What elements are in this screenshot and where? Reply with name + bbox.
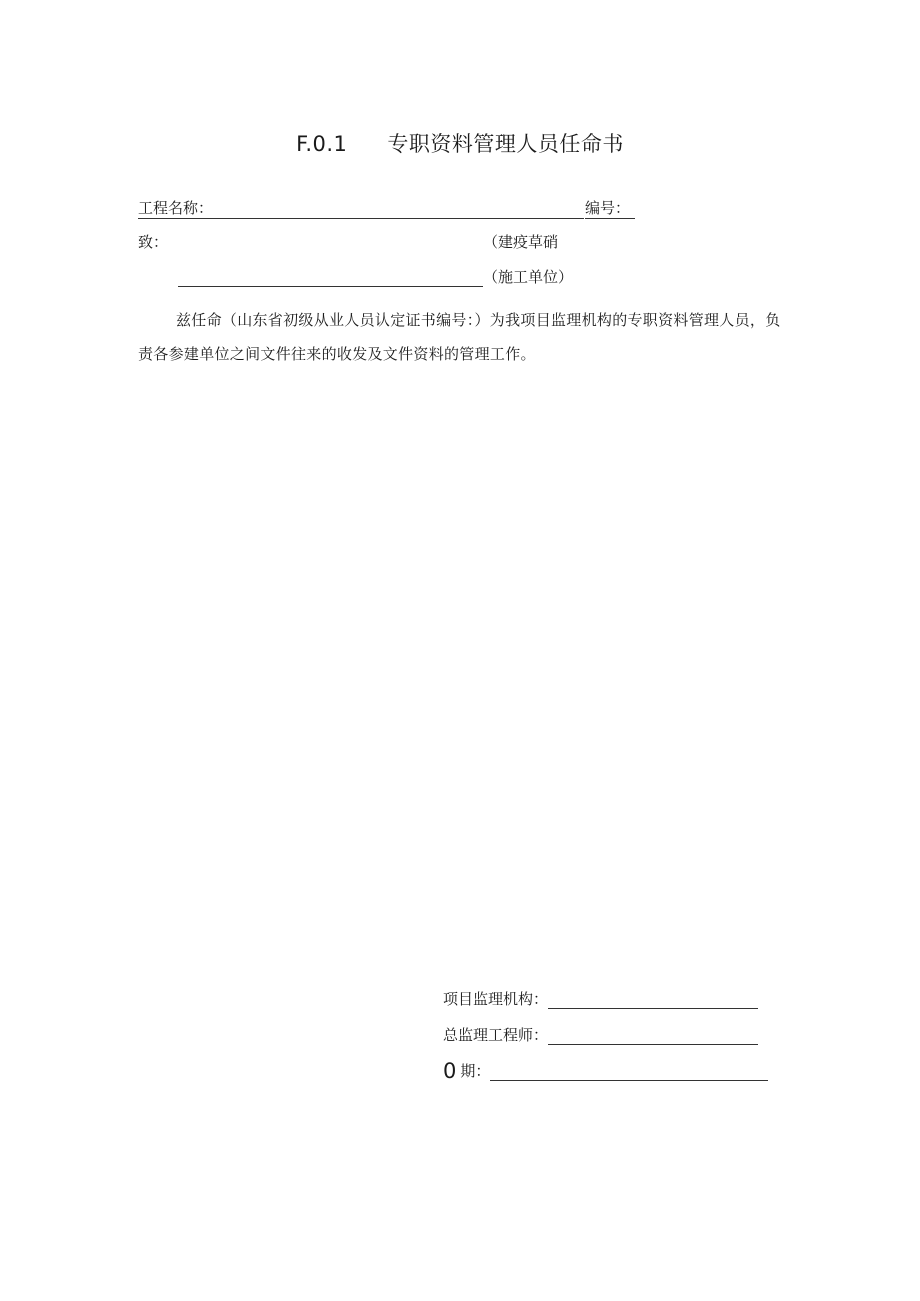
date-prefix: 0	[443, 1059, 457, 1083]
title-number: F.0.1	[296, 132, 348, 156]
construction-unit-row	[178, 266, 573, 287]
construction-unit-field[interactable]	[178, 266, 483, 287]
date-row	[443, 1060, 768, 1081]
engineer-field[interactable]	[548, 1024, 758, 1045]
appointment-paragraph: 兹任命（山东省初级从业人员认定证书编号：）为我项目监理机构的专职资料管理人员，负责各参建单位之间文件往来的收发及文件资料的管理工作。	[138, 311, 781, 363]
date-field[interactable]	[490, 1060, 768, 1081]
owner-unit-label: （建疫草硝	[483, 233, 559, 251]
engineer-row	[443, 1024, 758, 1045]
serial-label: 编号：	[585, 199, 631, 217]
org-field[interactable]	[548, 988, 758, 1009]
project-name-field[interactable]	[138, 198, 584, 219]
project-name-label: 工程名称：	[138, 199, 214, 217]
date-label: 期：	[460, 1062, 491, 1080]
project-name-row	[138, 198, 584, 219]
construction-unit-label: （施工单位）	[483, 268, 574, 286]
engineer-label: 总监理工程师：	[443, 1026, 549, 1044]
title-text: 专职资料管理人员任命书	[387, 132, 624, 156]
serial-row	[585, 198, 635, 219]
org-row	[443, 988, 758, 1009]
to-label: 致：	[138, 233, 169, 251]
document-title	[0, 128, 920, 158]
serial-field[interactable]	[585, 198, 635, 219]
org-label: 项目监理机构：	[443, 990, 549, 1008]
